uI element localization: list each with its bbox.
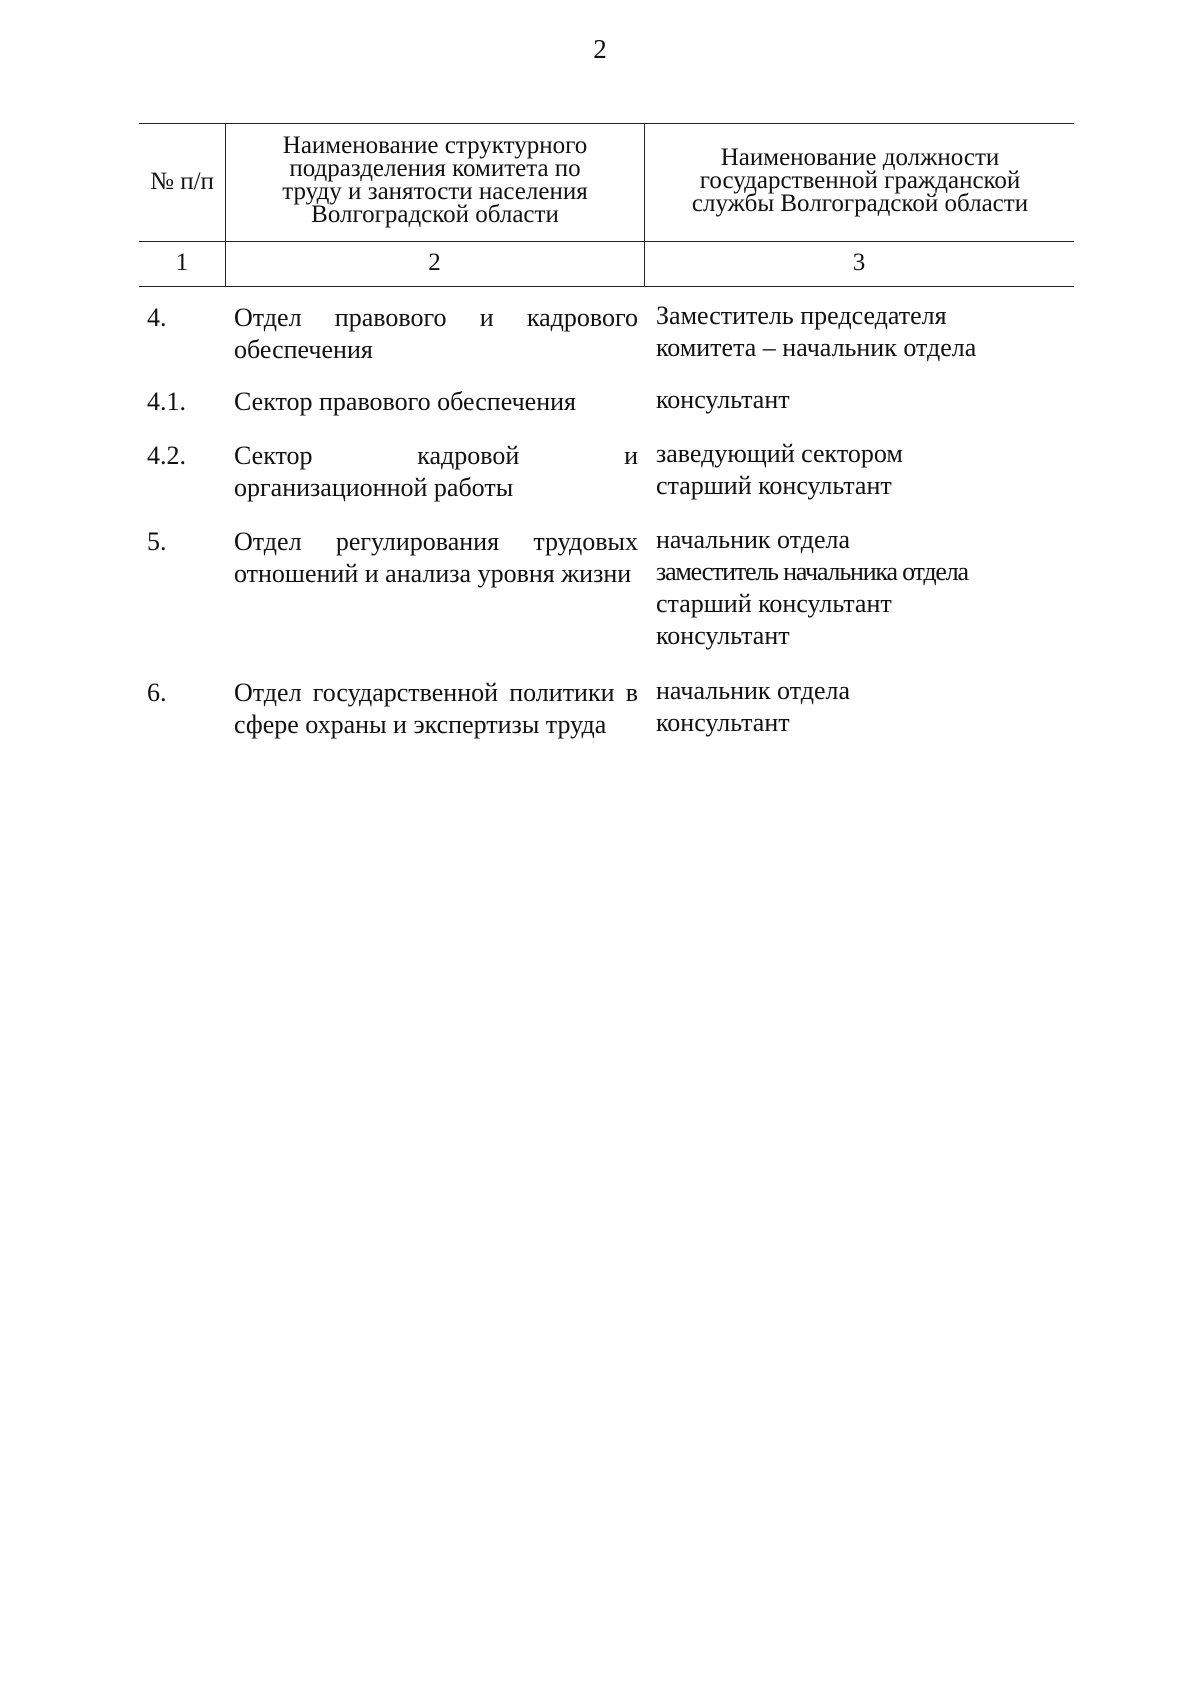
row-number: 6.	[147, 678, 167, 707]
position-item: начальник отдела	[656, 676, 851, 705]
header-col3-line: государственной гражданской	[699, 167, 1021, 194]
position-item: старший консультант	[656, 589, 892, 618]
header-col2-line: Волгоградской области	[311, 201, 559, 228]
position-list	[656, 675, 1076, 739]
position-list	[656, 300, 1076, 364]
position-list	[656, 384, 1076, 416]
position-item: начальник отдела	[656, 525, 851, 554]
position-item: консультант	[656, 621, 790, 650]
header-col2-line: Наименование структурного	[282, 132, 588, 159]
row-number: 5.	[147, 527, 167, 556]
division-name: Сектор правового обеспечения	[234, 387, 576, 416]
position-item: заведующий сектором	[656, 439, 903, 468]
position-item: консультант	[656, 708, 790, 737]
column-number-2: 2	[428, 249, 441, 276]
position-item: консультант	[656, 385, 790, 414]
position-item: комитета – начальник отдела	[656, 333, 977, 362]
header-bottom-rule	[139, 286, 1074, 287]
header-top-rule	[139, 123, 1074, 124]
header-col3-line: службы Волгоградской области	[691, 190, 1029, 217]
division-name: Отдел регулирования трудовых отношений и анализа уровня жизни	[234, 527, 638, 588]
header-col3-line: Наименование должности	[720, 144, 1000, 171]
position-item: старший консультант	[656, 471, 892, 500]
column-number-1: 1	[175, 249, 189, 276]
page-number: 2	[593, 34, 607, 64]
division-name: Отдел государственной политики в сфере охраны и экспертизы труда	[234, 678, 638, 739]
position-item: Заместитель председателя	[656, 301, 947, 330]
header-col2-line: подразделения комитета по	[289, 155, 581, 182]
row-number: 4.2.	[147, 441, 186, 470]
header-col2-line: труду и занятости населения	[282, 178, 588, 205]
position-item: заместитель начальника отдела	[656, 557, 968, 586]
position-list	[656, 524, 1076, 652]
row-number: 4.	[147, 303, 167, 332]
header-col3	[648, 146, 1072, 215]
division-name: Отдел правового и кадрового обеспечения	[234, 303, 638, 364]
row-number: 4.1.	[147, 387, 186, 416]
division-name: Сектор кадровой и организационной работы	[234, 441, 638, 502]
header-col2	[230, 134, 640, 226]
position-list	[656, 438, 1076, 502]
header-col1: № п/п	[150, 168, 214, 195]
header-middle-rule	[139, 241, 1074, 242]
column-number-3: 3	[852, 249, 866, 276]
